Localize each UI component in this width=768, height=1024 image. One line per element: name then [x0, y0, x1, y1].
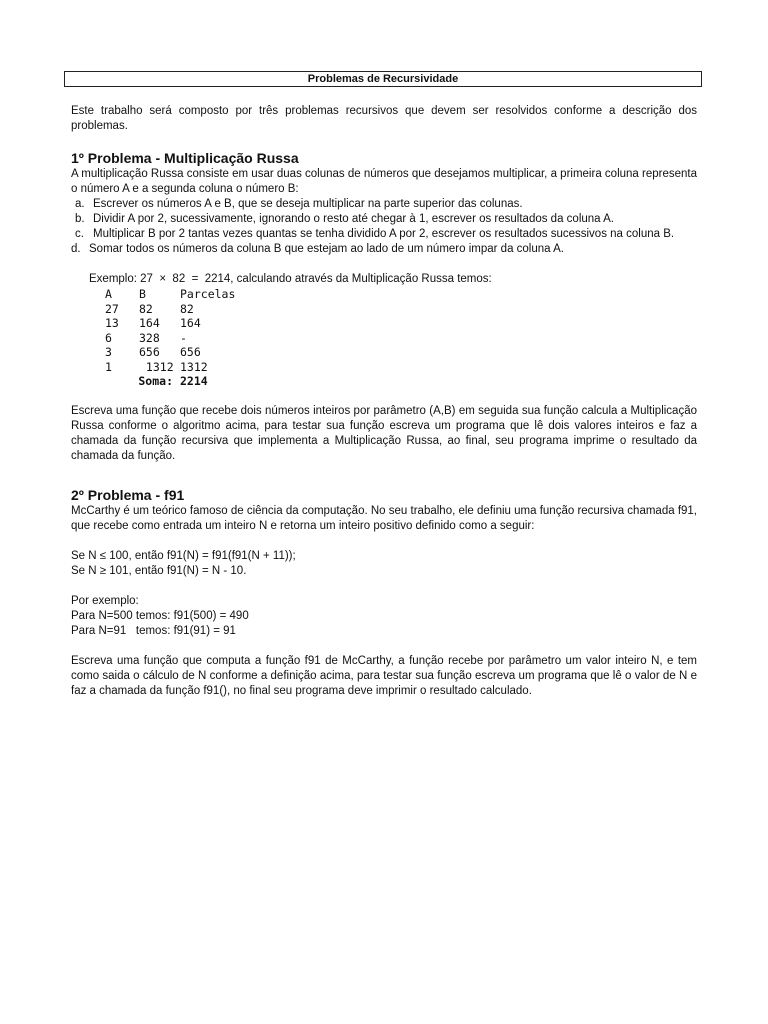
cell-a: 1 [105, 359, 112, 374]
table-row [105, 316, 235, 331]
step-text: Dividir A por 2, sucessivamente, ignorando o resto até chegar à 1, escrever os resultados da coluna A. [93, 213, 614, 225]
cell-b: 164 [139, 316, 160, 330]
step-marker: a. [75, 198, 85, 210]
table-row [105, 345, 235, 360]
document-body [71, 104, 697, 699]
step-a [71, 197, 697, 212]
problem1-description: A multiplicação Russa consiste em usar duas colunas de números que desejamos multiplicar, a primeira coluna representa o número A e a segunda coluna o número B: [71, 168, 697, 195]
cell-a: 3 [105, 345, 112, 359]
example-2: Para N=91 temos: f91(91) = 91 [71, 624, 236, 637]
table-row [105, 331, 235, 346]
sum-label: Soma: [138, 374, 173, 388]
step-text: Multiplicar B por 2 tantas vezes quantas se tenha dividido A por 2, escrever os resultados sucessivos na coluna B. [93, 228, 675, 240]
cell-a: 6 [105, 330, 112, 345]
step-marker: b. [75, 213, 85, 225]
step-marker: c. [75, 228, 84, 240]
step-d [71, 242, 697, 257]
problem1-steps [71, 197, 697, 257]
cell-parcela: 656 [180, 345, 201, 359]
cell-b: 82 [139, 301, 153, 316]
table-row [105, 360, 235, 375]
problem1-task: Escreva uma função que recebe dois números inteiros por parâmetro (A,B) em seguida sua função calcula a Multiplicação Russa conforme o algoritmo acima, para testar sua função escreva um programa que lê dois valores inteiros e faz a chamada da função recursiva que implementa a Multiplicação Russa, ao final, seu programa imprime o resultado da chamada da função. [71, 404, 697, 462]
cell-b: 328 [139, 330, 160, 345]
cell-parcela: 1312 [180, 359, 208, 374]
document-title: Problemas de Recursividade [64, 71, 702, 87]
cell-parcela: - [180, 330, 187, 345]
problem1-heading: 1º Problema - Multiplicação Russa [71, 150, 299, 166]
table-sum-row [105, 374, 235, 389]
cell-a: 27 [105, 301, 119, 316]
cell-parcela: 82 [180, 301, 194, 316]
rule-1: Se N ≤ 100, então f91(N) = f91(f91(N + 11)); [71, 549, 296, 562]
cell-b: 656 [139, 345, 160, 359]
example-1: Para N=500 temos: f91(500) = 490 [71, 609, 249, 622]
problem2-task: Escreva uma função que computa a função f91 de McCarthy, a função recebe por parâmetro um valor inteiro N, e tem como saida o cálculo de N conforme a definição acima, para testar sua função escreva um programa que lê o valor de N e faz a chamada da função f91(), no final seu programa deve imprimir o resultado calculado. [71, 654, 697, 697]
problem2-description: McCarthy é um teórico famoso de ciência da computação. No seu trabalho, ele definiu uma função recursiva chamada f91, que recebe como entrada um inteiro N e retorna um inteiro positivo definido como a seguir: [71, 504, 697, 532]
russian-multiplication-table [105, 287, 235, 389]
cell-parcela: 164 [180, 316, 201, 330]
step-text: Somar todos os números da coluna B que estejam ao lado de um número impar da coluna A. [89, 243, 564, 255]
cell-a: 13 [105, 316, 119, 330]
sum-value: 2214 [180, 374, 208, 388]
intro-paragraph: Este trabalho será composto por três problemas recursivos que devem ser resolvidos conforme a descrição dos problemas. [71, 105, 697, 132]
example-line: Exemplo: 27 × 82 = 2214, calculando através da Multiplicação Russa temos: [89, 273, 492, 285]
header-parcelas: Parcelas [180, 287, 236, 301]
step-text: Escrever os números A e B, que se deseja multiplicar na parte superior das colunas. [93, 198, 523, 210]
step-marker: d. [71, 243, 81, 255]
example-label: Por exemplo: [71, 594, 139, 607]
step-b [71, 212, 697, 227]
header-b: B [139, 287, 146, 301]
table-header-row [105, 287, 235, 302]
step-c [71, 227, 697, 242]
header-a: A [105, 287, 112, 301]
problem2-heading: 2º Problema - f91 [71, 486, 185, 503]
rule-2: Se N ≥ 101, então f91(N) = N - 10. [71, 564, 247, 577]
cell-b: 1312 [139, 359, 174, 374]
table-row [105, 302, 235, 317]
